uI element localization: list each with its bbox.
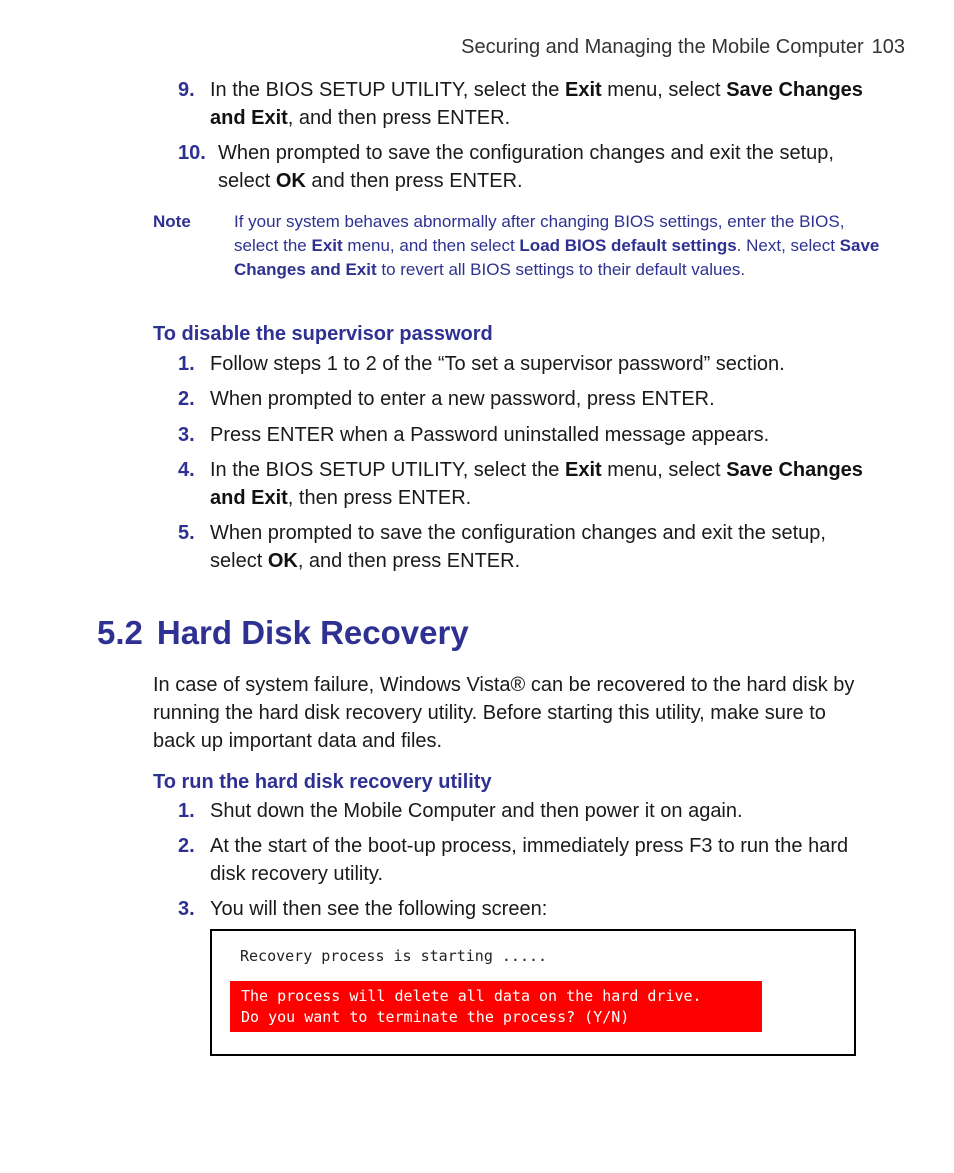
warning-prompt: Do you want to terminate the process? (Y/N): [241, 1008, 630, 1026]
step-number: 2.: [178, 835, 195, 857]
subheading: To disable the supervisor password: [153, 323, 493, 345]
step-text: Shut down the Mobile Computer and then power it on again.: [210, 800, 743, 822]
header-title: Securing and Managing the Mobile Computer: [461, 36, 864, 58]
warning-box: [230, 981, 762, 1032]
step-number: 5.: [178, 522, 195, 544]
page-number: 103: [871, 36, 905, 58]
step-number: 2.: [178, 388, 195, 410]
screen-status-line: Recovery process is starting .....: [240, 947, 548, 965]
section-number: 5.2: [97, 614, 143, 651]
step-text: Press ENTER when a Password uninstalled message appears.: [210, 424, 770, 446]
step-number: 4.: [178, 459, 195, 481]
step-text: In the BIOS SETUP UTILITY, select the Exit menu, select Save Changes and Exit, then press ENTER.: [210, 459, 863, 509]
intro-paragraph: In case of system failure, Windows Vista® can be recovered to the hard disk by running the hard disk recovery utility. Before starting this utility, make sure to back up important data and files.: [153, 674, 855, 752]
step-number: 1.: [178, 800, 195, 822]
step-text: When prompted to save the configuration changes and exit the setup, select OK and then press ENTER.: [218, 142, 834, 192]
step-text: Follow steps 1 to 2 of the “To set a supervisor password” section.: [210, 353, 785, 375]
recovery-screen: [210, 929, 856, 1056]
step-text: At the start of the boot-up process, immediately press F3 to run the hard disk recovery utility.: [210, 835, 849, 885]
note-label: Note: [153, 212, 191, 231]
page-header: [0, 36, 905, 59]
step-text: You will then see the following screen:: [210, 898, 548, 920]
step-number: 1.: [178, 353, 195, 375]
step-number: 3.: [178, 424, 195, 446]
step-text: When prompted to save the configuration changes and exit the setup, select OK, and then press ENTER.: [210, 522, 826, 572]
step-number: 3.: [178, 898, 195, 920]
step-text: In the BIOS SETUP UTILITY, select the Exit menu, select Save Changes and Exit, and then press ENTER.: [210, 79, 863, 129]
section-title: [97, 614, 469, 652]
warning-line: The process will delete all data on the hard drive.: [241, 987, 702, 1005]
step-text: When prompted to enter a new password, press ENTER.: [210, 388, 715, 410]
section-title-text: Hard Disk Recovery: [156, 614, 469, 651]
note-text: If your system behaves abnormally after changing BIOS settings, enter the BIOS, select the Exit menu, and then select Load BIOS default settings. Next, select Save Changes and Exit to revert all BIOS settings to their default values.: [234, 212, 880, 279]
step-number: 10.: [178, 142, 206, 164]
step-number: 9.: [178, 79, 195, 101]
subheading: To run the hard disk recovery utility: [153, 771, 492, 793]
